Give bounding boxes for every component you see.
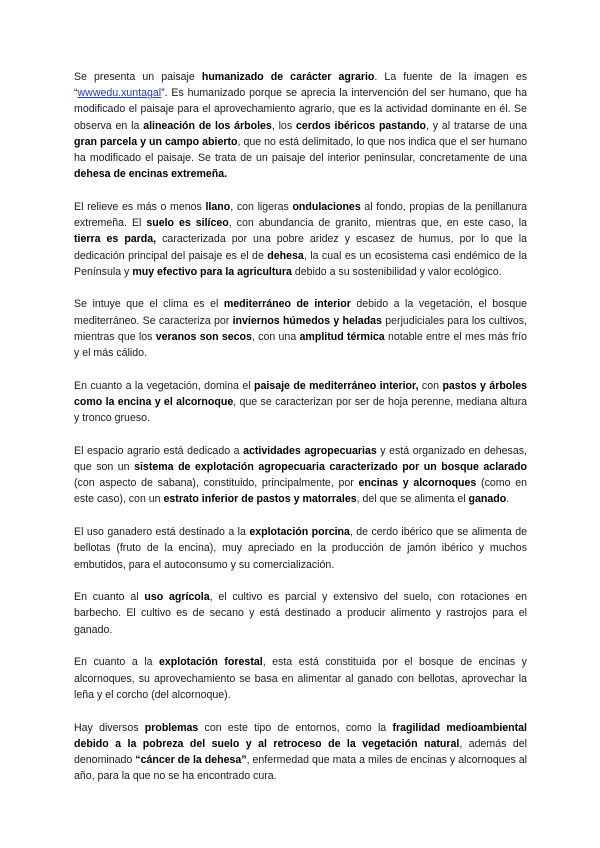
text-run: , con abundancia de granito, mientras que, en este caso, la bbox=[228, 217, 527, 230]
text-run: , enfermedad que mata a miles de encinas y alcornoques al año, para la que no se ha encontrado cura. bbox=[74, 753, 527, 783]
bold-term: sistema de explotación agropecuaria caracterizado por un bosque aclarado bbox=[134, 461, 527, 474]
text-run: . La fuente de la imagen es “ bbox=[74, 71, 528, 100]
text-run: (como en este caso), con un bbox=[74, 477, 527, 506]
bold-term: amplitud térmica bbox=[299, 330, 385, 343]
bold-term: alineación de los árboles bbox=[143, 119, 272, 132]
paragraph-2 bbox=[74, 199, 527, 280]
text-run: , el cultivo es parcial y extensivo del suelo, con rotaciones en barbecho. El cultivo es de secano y está destinado a producir alimento y rastrojos para el ganado. bbox=[74, 591, 528, 636]
paragraph-4 bbox=[74, 378, 527, 427]
text-run: , la cual es un ecosistema casi endémico de la Península y bbox=[74, 249, 527, 278]
paragraph-8 bbox=[74, 654, 527, 703]
text-run: debido a su sostenibilidad y valor ecológico. bbox=[291, 265, 502, 278]
bold-term: fragilidad medioambiental debido a la pobreza del suelo y al retroceso de la vegetación natural bbox=[74, 721, 527, 750]
document-body bbox=[74, 69, 527, 801]
text-run: debido a la vegetación, el bosque mediterráneo. Se caracteriza por bbox=[74, 298, 527, 327]
bold-term: explotación forestal bbox=[159, 656, 263, 669]
text-run: , con ligeras bbox=[230, 200, 293, 213]
text-run: Se presenta un paisaje bbox=[74, 71, 202, 83]
bold-term: dehesa de encinas extremeña. bbox=[74, 168, 228, 181]
text-run: , y al tratarse de una bbox=[426, 119, 527, 132]
text-run: , que no está delimitado, lo que nos indica que el ser humano ha modificado el paisaje. Se trata de un paisaje del interior peninsular, concretamente de una bbox=[74, 135, 528, 165]
text-run: El espacio agrario está dedicado a bbox=[74, 444, 244, 457]
text-run: y está organizado en dehesas, que son un bbox=[74, 444, 527, 474]
bold-term: encinas y alcornoques bbox=[358, 477, 477, 490]
text-run: con bbox=[418, 379, 443, 392]
bold-term: “cáncer de la dehesa” bbox=[135, 753, 247, 766]
text-run: , esta está constituida por el bosque de encinas y alcornoques, su aprovechamiento se basa en alimentar al ganado con bellotas, aprovechar la leña y el corcho (del alcornoque). bbox=[74, 656, 527, 701]
bold-term: problemas bbox=[144, 721, 199, 734]
text-run: Hay diversos bbox=[74, 721, 145, 734]
bold-term: cerdos ibéricos pastando bbox=[295, 119, 427, 132]
source-link[interactable]: wwwedu.xuntagal bbox=[77, 87, 162, 100]
text-run: El relieve es más o menos bbox=[74, 200, 206, 213]
bold-term: estrato inferior de pastos y matorrales bbox=[163, 493, 357, 506]
text-run: con este tipo de entornos, como la bbox=[198, 721, 393, 734]
text-run: . bbox=[506, 493, 510, 506]
text-run: , que se caracterizan por ser de hoja perenne, mediana altura y tronco grueso. bbox=[74, 395, 527, 425]
bold-term: humanizado de carácter agrario bbox=[201, 71, 375, 83]
text-run: notable entre el mes más frío y el más cálido. bbox=[74, 330, 528, 360]
bold-term: suelo es silíceo bbox=[146, 217, 229, 230]
paragraph-1 bbox=[74, 69, 527, 182]
text-run: al fondo, propias de la penillanura extremeña. El bbox=[74, 200, 527, 230]
text-run: , los bbox=[271, 119, 296, 132]
bold-term: paisaje de mediterráneo interior, bbox=[254, 379, 419, 392]
text-run: , con una bbox=[251, 330, 300, 343]
text-run: En cuanto a la bbox=[74, 656, 160, 669]
text-run: (con aspecto de sabana), constituido, principalmente, por bbox=[74, 477, 359, 490]
text-run: perjudiciales para los cultivos, mientras que los bbox=[74, 314, 527, 343]
bold-term: mediterráneo de interior bbox=[223, 298, 351, 311]
text-run: caracterizada por una pobre aridez y escasez de humus, por lo que la dedicación principal del paisaje es el de bbox=[74, 233, 527, 262]
text-run: , de cerdo ibérico que se alimenta de bellotas (fruto de la encina), muy apreciado en la producción de jamón ibérico y muchos embutidos, para el autoconsumo y su comercialización. bbox=[74, 526, 527, 571]
paragraph-7 bbox=[74, 589, 527, 638]
bold-term: gran parcela y un campo abierto bbox=[74, 135, 238, 148]
bold-term: pastos y árboles como la encina y el alcornoque bbox=[74, 379, 527, 408]
paragraph-3 bbox=[74, 296, 527, 361]
bold-term: inviernos húmedos y heladas bbox=[232, 314, 382, 327]
bold-term: explotación porcina bbox=[249, 526, 350, 539]
bold-term: tierra es parda, bbox=[74, 233, 157, 246]
bold-term: uso agrícola bbox=[144, 591, 210, 604]
text-run: , además del denominado bbox=[74, 737, 527, 766]
text-run: Se intuye que el clima es el bbox=[74, 298, 224, 311]
paragraph-9 bbox=[74, 720, 527, 785]
paragraph-6 bbox=[74, 524, 527, 573]
bold-term: actividades agropecuarias bbox=[243, 444, 377, 457]
paragraph-5 bbox=[74, 443, 527, 508]
text-run: En cuanto a la vegetación, domina el bbox=[74, 379, 254, 392]
bold-term: ondulaciones bbox=[292, 200, 361, 213]
text-run: , del que se alimenta el bbox=[356, 493, 469, 506]
text-run: ”. Es humanizado porque se aprecia la intervención del ser humano, que ha modificado el paisaje para el aprovechamiento agrario, que es la actividad dominante en él. Se observa en la bbox=[74, 87, 527, 132]
bold-term: llano bbox=[205, 200, 231, 213]
bold-term: ganado bbox=[468, 493, 507, 506]
bold-term: veranos son secos bbox=[155, 330, 252, 343]
bold-term: muy efectivo para la agricultura bbox=[132, 265, 292, 278]
bold-term: dehesa bbox=[267, 249, 304, 262]
text-run: El uso ganadero está destinado a la bbox=[74, 526, 250, 539]
text-run: En cuanto al bbox=[74, 591, 145, 604]
